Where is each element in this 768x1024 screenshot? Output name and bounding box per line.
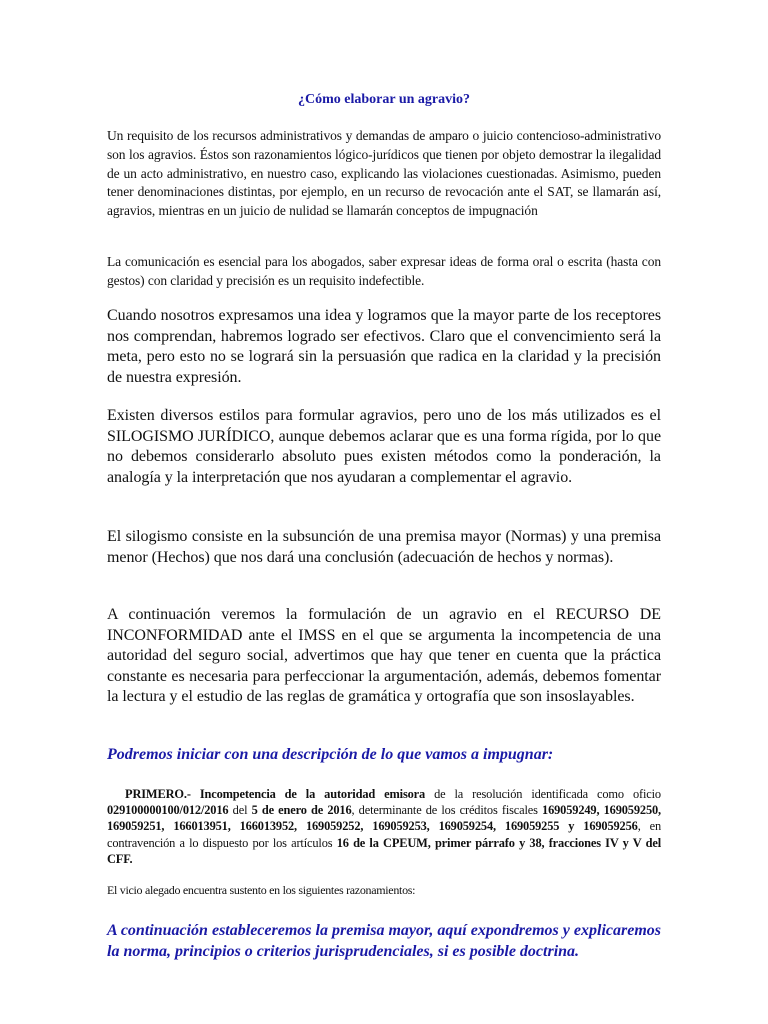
primero-creditos: 169059249, 169059250, 169059251, 166013951, 166013952, 169059252, 169059253, 169059254, 169059255 y 169059256 (107, 803, 661, 834)
document-title: ¿Cómo elaborar un agravio? (297, 92, 470, 107)
paragraph-recurso-inconformidad: A continuación veremos la formulación de un agravio en el RECURSO DE INCONFORMIDAD ante el IMSS en el que se argumenta la incompetencia de una autoridad del seguro social, advertimos que hay que tener en cuenta que la práctica constante es necesaria para perfeccionar la argumentación, además, debemos fomentar la lectura y el estudio de las reglas de gramática y ortografía que son insoslayables. (107, 606, 661, 706)
paragraph-silogismo-styles: Existen diversos estilos para formular agravios, pero uno de los más utilizados es el SILOGISMO JURÍDICO, aunque debemos aclarar que es una forma rígida, por lo que no debemos considerarlo absoluto pues existen métodos como la ponderación, la analogía y la interpretación que nos ayudaran a complementar el agravio. (107, 407, 661, 486)
primero-text-2: del (228, 803, 252, 818)
primero-text-3: , determinante de los créditos fiscales (351, 803, 543, 818)
paragraph-vicio: El vicio alegado encuentra sustento en los siguientes razonamientos: (107, 883, 416, 897)
paragraph-silogismo-definition: El silogismo consiste en la subsunción de una premisa mayor (Normas) y una premisa menor (Hechos) que nos dará una conclusión (adecuación de hechos y normas). (107, 528, 661, 566)
primero-fecha: 5 de enero de 2016 (251, 803, 352, 818)
heading-describe-impugnation: Podremos iniciar con una descripción de lo que vamos a impugnar: (107, 746, 554, 763)
primero-label: PRIMERO.- Incompetencia de la autoridad emisora (125, 787, 426, 801)
primero-text-1: de la resolución identificada como oficio (425, 787, 661, 801)
primero-text-4: , en contravención a lo dispuesto por los artículos (107, 819, 661, 850)
primero-oficio: 029100000100/012/2016 (107, 803, 229, 818)
heading-premisa-mayor: A continuación estableceremos la premisa mayor, aquí expondremos y explicaremos la norma, principios o criterios jurisprudenciales, si es posible doctrina. (107, 922, 661, 960)
paragraph-agravios-definition: Un requisito de los recursos administrativos y demandas de amparo o juicio contencioso-administrativo son los agravios. Éstos son razonamientos lógico-jurídicos que tienen por objeto demostrar la ilegalidad de un acto administrativo, en nuestro caso, explicando las violaciones cuestionadas. Asimismo, pueden tener denominaciones distintas, por ejemplo, en un recurso de revocación ante el SAT, se llamarán así, agravios, mientras en un juicio de nulidad se llamarán conceptos de impugnación (107, 128, 661, 219)
paragraph-effectiveness: Cuando nosotros expresamos una idea y logramos que la mayor parte de los receptores nos comprendan, habremos logrado ser efectivos. Claro que el convencimiento será la meta, pero esto no se logrará sin la persuasión que radica en la claridad y la precisión de nuestra expresión. (107, 307, 661, 386)
primero-agravio-block (107, 786, 661, 867)
paragraph-communication: La comunicación es esencial para los abogados, saber expresar ideas de forma oral o escrita (hasta con gestos) con claridad y precisión es un requisito indefectible. (107, 254, 661, 288)
primero-articulos: 16 de la CPEUM, primer párrafo y 38, fracciones IV y V del CFF. (107, 835, 662, 866)
